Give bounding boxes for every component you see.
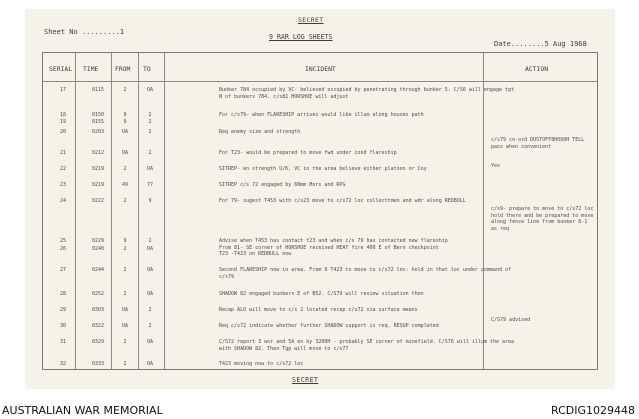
- col-header-from: FROM: [115, 65, 131, 73]
- row-action-line: c/s79 co-ord DUSTOFF8HOOOH TELL: [491, 137, 585, 143]
- row-incident-line: Req enemy size and strength: [219, 129, 301, 135]
- row-serial: 22: [59, 166, 67, 172]
- row-time: 0222: [91, 198, 105, 204]
- log-table: [42, 52, 598, 370]
- row-from: 2: [123, 198, 127, 204]
- row-incident-line: SITREP- en strength U/K. VC in the area believe either platoon or Coy: [219, 166, 427, 172]
- row-action-line: C/S79 advised: [491, 317, 531, 323]
- sheet-number: Sheet No .........1: [44, 28, 125, 36]
- row-incident-line: For c/s79- when FLARESHIP arrives would like illum along houses path: [219, 112, 424, 118]
- row-time: 0333: [91, 361, 105, 367]
- row-incident-line: T23 -T423 on REDBULL now: [219, 251, 292, 257]
- row-serial: 18: [59, 112, 67, 118]
- row-incident-line: Advise when T453 has contact t23 and when c/s 79 has contacted new flareship: [219, 238, 448, 244]
- row-to: OA: [146, 339, 154, 345]
- row-action-line: as req: [491, 225, 510, 232]
- row-time: 0203: [91, 129, 105, 135]
- row-time: 0252: [91, 291, 105, 297]
- row-to: 2: [148, 238, 152, 244]
- row-to: 2: [148, 129, 152, 135]
- row-to: 2: [148, 112, 152, 118]
- row-time: 0155: [91, 119, 105, 125]
- archive-credit: AUSTRALIAN WAR MEMORIAL: [2, 404, 163, 417]
- row-time: 0244: [91, 267, 105, 273]
- row-to: OA: [146, 166, 154, 172]
- row-from: 2: [123, 87, 127, 93]
- row-incident-line: Req c/s72 indicate whether further SHADOW support is req. RESUP completed: [219, 323, 439, 329]
- col-header-to: TO: [143, 65, 151, 73]
- record-id: RCDIG1029448: [550, 404, 635, 417]
- row-incident-line: N of bunkers 784. c/s81 HORSHOE will adjust: [219, 93, 349, 100]
- row-to: OA: [146, 246, 154, 252]
- row-time: 0322: [91, 323, 105, 329]
- row-serial: 19: [59, 119, 67, 125]
- row-time: 0212: [91, 150, 105, 156]
- row-serial: 17: [59, 87, 67, 93]
- row-time: 0219: [91, 182, 105, 188]
- row-incident-line: For 79- sugest T453 with c/s23 move to c/s72 loc collecttmen and wdr along REDBULL: [219, 198, 466, 204]
- row-serial: 28: [59, 291, 67, 297]
- row-serial: 21: [59, 150, 67, 156]
- row-from: 2: [123, 339, 127, 345]
- row-to: 9: [148, 198, 152, 204]
- row-from: 9: [123, 112, 127, 118]
- row-action-line: pass when convenient: [491, 143, 552, 150]
- row-from: 2: [123, 361, 127, 367]
- row-time: 0240: [91, 246, 105, 252]
- row-serial: 26: [59, 246, 67, 252]
- row-from: 49: [121, 182, 129, 188]
- row-to: OA: [146, 87, 154, 93]
- row-incident-line: Recap ALO will move to c/s 2 located recap c/s72 via surface means: [219, 307, 418, 313]
- row-from: OA: [121, 150, 129, 156]
- row-action-line: c/s9- prepare to move to c/s72 loc: [491, 206, 594, 212]
- row-to: OA: [146, 361, 154, 367]
- row-incident-line: For T23- would be prepared to move fwd under cond flareship: [219, 150, 397, 156]
- row-time: 0219: [91, 166, 105, 172]
- col-header-action: ACTION: [525, 65, 549, 73]
- log-sheet-page: [26, 10, 614, 388]
- col-header-incident: INCIDENT: [305, 65, 336, 73]
- row-to: 77: [146, 182, 154, 188]
- row-time: 0329: [91, 339, 105, 345]
- row-incident-line: Bunker 784 occupied by VC- believed occupied by penetrating through bunker 5. C/S6 will engage tgt: [219, 87, 515, 93]
- row-incident-line: C/S72 report 3 wor and 5A en by 3200H - probably SE corner of minefield. C/S76 will illum the area: [219, 339, 515, 345]
- row-from: OA: [121, 323, 129, 329]
- row-time: 0229: [91, 238, 105, 244]
- row-to: OA: [146, 291, 154, 297]
- row-serial: 24: [59, 198, 67, 204]
- row-from: 9: [123, 238, 127, 244]
- row-from: 2: [123, 246, 127, 252]
- row-from: OA: [121, 307, 129, 313]
- row-from: 2: [123, 166, 127, 172]
- row-incident-line: Second FLARESHIP now in area. From 9 T423 to move to c/s72 loc- hold in that loc under command of: [219, 267, 511, 273]
- row-to: 2: [148, 323, 152, 329]
- row-incident-line: From 81- SE corner of HORSHOE received HEAT fire 400 E of Bern checkpoint: [219, 244, 439, 251]
- row-action-line: along fence line from bunker 6-1: [491, 219, 588, 225]
- row-serial: 20: [59, 129, 67, 135]
- row-time: 0150: [91, 112, 105, 118]
- log-title: 9 RAR LOG SHEETS: [269, 33, 333, 41]
- log-rows: [43, 53, 599, 371]
- row-serial: 25: [59, 238, 67, 244]
- row-serial: 31: [59, 339, 67, 345]
- row-serial: 30: [59, 323, 67, 329]
- row-from: 2: [123, 291, 127, 297]
- row-serial: 32: [59, 361, 67, 367]
- classification-bottom: SECRET: [292, 376, 319, 384]
- row-incident-line: SHADOW 82 engaged bunkers E of B52. C/S79 will review situation then: [219, 291, 424, 297]
- row-serial: 29: [59, 307, 67, 313]
- row-from: OA: [121, 129, 129, 135]
- col-header-time: TIME: [83, 65, 99, 73]
- row-serial: 23: [59, 182, 67, 188]
- row-to: 2: [148, 150, 152, 156]
- row-time: 0303: [91, 307, 105, 313]
- row-from: 2: [123, 267, 127, 273]
- row-time: 0115: [91, 87, 105, 93]
- row-to: 2: [148, 307, 152, 313]
- row-action-line: hold there and be prepared to move: [491, 212, 594, 219]
- row-incident-line: T423 moving now to c/s72 loc: [219, 361, 304, 367]
- row-action-line: Yes: [491, 163, 501, 169]
- row-from: 9: [123, 119, 127, 125]
- row-to: OA: [146, 267, 154, 273]
- log-date: Date........5 Aug 1968: [494, 40, 587, 48]
- row-incident-line: with SHADOW 82. Then Tgp will move to c/s77: [219, 345, 349, 352]
- row-to: 2: [148, 119, 152, 125]
- row-serial: 27: [59, 267, 67, 273]
- row-incident-line: SITREP c/s 72 engaged by 60mm Mors and RPG: [219, 182, 346, 188]
- classification-top: SECRET: [298, 16, 324, 24]
- col-header-serial: SERIAL: [49, 65, 73, 73]
- row-incident-line: c/s79: [219, 273, 235, 280]
